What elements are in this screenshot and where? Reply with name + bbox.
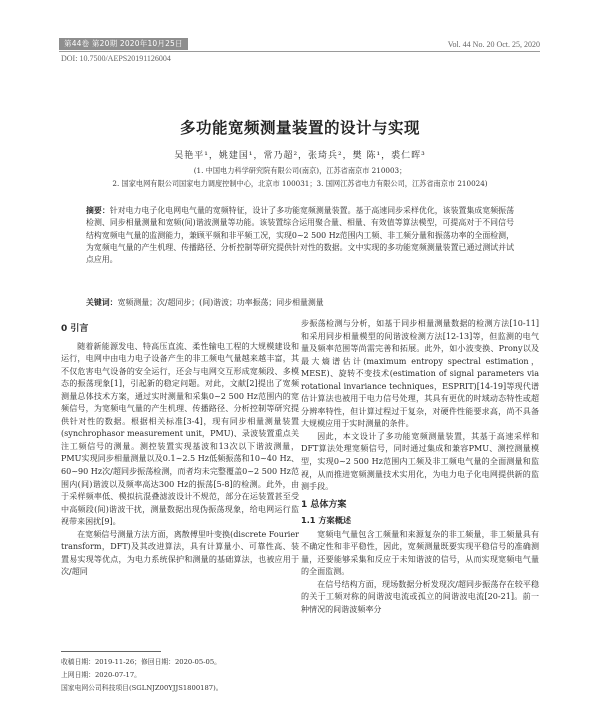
section-heading-1-1: 1.1 方案概述 — [301, 515, 352, 526]
article-title: 多功能宽频测量装置的设计与实现 — [179, 119, 420, 137]
header-doi: DOI: 10.7500/AEPS20191126004 — [61, 54, 171, 63]
paragraph: 因此，本文设计了多功能宽频测量装置，其基于高速采样和DFT算法处理宽频信号，同时通过集成和兼容PMU、测控测量模型，实现0~2 500 Hz范围内工频及非工频电气量的全面测量和监视，从而推进宽频测量技术实用化，为电力电子化电网提供新的监测手段。 — [301, 431, 539, 492]
paragraph: 步振荡检测与分析，如基于同步相量测量数据的检测方法[10-11]和采用同步相量模型的间谐波检测方法[12-13]等，但监测的电气量及频率范围等尚需完善和拓展。此外，如小波变换、Prony以及最大熵谱估计(maximum entropy spectral estimation，MESE)、旋转不变技术(estimation of signal parameters via rotational invariance techniques，ESPRIT)[14-19]等现代谱估计算法也被用于电力信号处理，其具有更优的时域动态特性或超分辨率特性，但计算过程过于复杂，对硬件性能要求高，尚不具备大规模应用于实时测量的条件。 — [301, 319, 539, 429]
left-column — [61, 323, 299, 579]
keywords-label: 关键词： — [86, 298, 118, 307]
keywords-text: 宽频测量；次/超同步；(间)谐波；功率振荡；同步相量测量 — [117, 298, 324, 307]
affiliation-2: 2. 国家电网有限公司国家电力调度控制中心，北京市 100031；3. 国网江苏省电力有限公司，江苏省南京市 210024) — [112, 179, 488, 188]
keywords — [86, 297, 324, 308]
section-heading-1: 1 总体方案 — [301, 499, 347, 510]
paragraph: 宽频电气量包含工频量和来源复杂的非工频量，非工频量具有不确定性和非平稳性，因此，宽频测量既要实现平稳信号的准确测量，还要能够采集和反应于未知谐波的信号，从而实现宽频电气量的全面监测。 — [301, 529, 539, 577]
abstract — [86, 205, 514, 266]
header-badge: 第44卷 第20期 2020年10月25日 — [59, 38, 188, 50]
abstract-label: 摘要： — [86, 206, 110, 215]
abstract-text: 针对电力电子化电网电气量的宽频特征，设计了多功能宽频测量装置。基于高速同步采样优化，该装置集成宽频振荡检测、同步相量测量和宽频(间)谐波测量等功能。该装置综合运用聚合量、相量、有效值等算法模型，可提高对于不同信号结构宽频电气量的监测能力，兼顾平频和非平频工况，实现0~2 500 Hz范围内工频、非工频分量和振荡功率的全面检测，为宽频电气量的产生机理、传播路径、分析控制等研究提供针对性的数据。文中实现的多功能宽频测量装置已通过测试并试点应用。 — [86, 206, 514, 265]
right-column — [301, 318, 539, 617]
affiliation-1: (1. 中国电力科学研究院有限公司(南京)，江苏省南京市 210003； — [193, 166, 407, 175]
paragraph: 在宽频信号测量方法方面，离散傅里叶变换(discrete Fourier transform，DFT)及其改进算法，具有计算量小、可靠性高、装置易实现等优点，为电力系统保护和测量的基础算法，也被应用于次/超同 — [61, 529, 299, 577]
footnote-online: 上网日期：2020-07-17。 — [61, 671, 141, 679]
footnote-received: 收稿日期：2019-11-26；修回日期：2020-05-05。 — [61, 658, 221, 666]
section-heading-0: 0 引言 — [61, 324, 89, 334]
footnote-rule — [61, 651, 161, 652]
footnote-fund: 国家电网公司科技项目(SGLNJZ00YJJS1800187)。 — [61, 684, 223, 692]
header-rule — [59, 51, 540, 52]
header-volume-en: Vol. 44 No. 20 Oct. 25, 2020 — [447, 40, 540, 49]
authors: 吴艳平¹，姚建国¹，常乃超²，张琦兵²，樊 陈¹，裘仁晖³ — [174, 151, 426, 161]
paragraph: 随着新能源发电、特高压直流、柔性输电工程的大规模建设和运行，电网中由电力电子设备产生的非工频电气量越来越丰富，其不仅危害电气设备的安全运行，还会与电网交互形成宽频段、多模态的振荡现象[1]，引起新的稳定问题。对此，文献[2]提出了宽频测量总体技术方案，通过实时测量和采集0~2 500 Hz范围内的宽频信号，为宽频电气量的产生机理、传播路径、分析控制等研究提供针对性的数据。根据相关标准[3-4]，现有同步相量测量装置(synchrophasor measurement unit，PMU)、录波装置重点关注工频信号的测量。测控装置实现基波和13次以下谐波测量，PMU实现同步相量测量以及0.1~2.5 Hz低频振荡和10~40 Hz、60~90 Hz次/超同步振荡检测，而者均未完整覆盖0~2 500 Hz范围内(间)谐波以及频率高达300 Hz的振荡[5-8]的检测。此外，由于采样频率低、模拟抗混叠滤波设计不规范，部分在运装置甚至受中高频段(间)谐波干扰，测量数据出现伪振荡现象，给电网运行监视带来困扰[9]。 — [61, 341, 299, 527]
paragraph: 在信号结构方面，现场数据分析发现次/超同步振荡存在较平稳的关于工频对称的间谐波电流或孤立的间谐波电流[20-21]。前一种情况的间谐波频率分 — [301, 579, 539, 615]
